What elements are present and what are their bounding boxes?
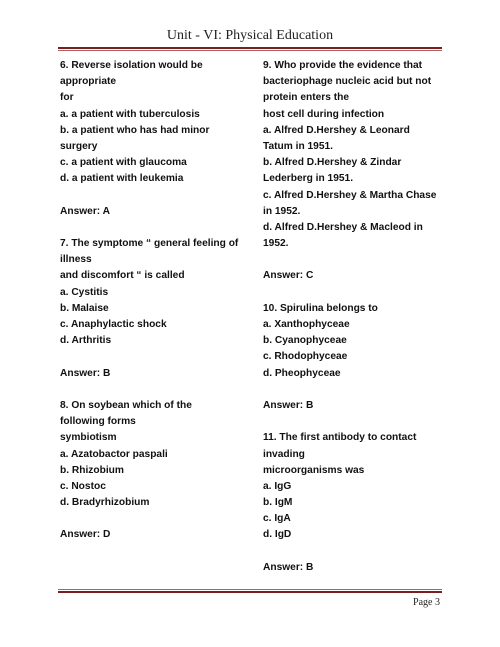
question-text-line: in 1952. <box>263 205 301 217</box>
blank-line <box>60 382 250 398</box>
question-text-line: 8. On soybean which of the <box>60 399 192 411</box>
question-text-line: host cell during infection <box>263 108 385 120</box>
question-text-line: 1952. <box>263 238 289 250</box>
question-text-line: c. Nostoc <box>60 480 106 492</box>
question-text-line: c. Anaphylactic shock <box>60 319 167 330</box>
blank-line <box>263 285 448 301</box>
question-text-line: b. IgM <box>263 497 293 509</box>
question-text-line: appropriate <box>60 76 117 88</box>
question-text-line: microorganisms was <box>263 464 365 476</box>
question-text-line: 7. The symptome “ general feeling of <box>60 238 239 250</box>
question-text-line: d. Pheophyceae <box>263 367 341 379</box>
question-text-line: c. a patient with glaucoma <box>60 157 187 169</box>
question-text-line: symbiotism <box>60 432 117 444</box>
blank-line <box>263 544 448 560</box>
right-column <box>263 58 448 576</box>
answer-line: Answer: A <box>60 205 111 217</box>
footer-rule-thin <box>58 589 442 590</box>
page-number: Page 3 <box>413 597 440 608</box>
question-text-line: d. IgD <box>263 529 292 541</box>
question-text-line: surgery <box>60 140 98 152</box>
question-text-line: and discomfort “ is called <box>60 270 185 282</box>
question-text-line: a. Azatobactor paspali <box>60 448 168 460</box>
question-text-line: 10. Spirulina belongs to <box>263 302 378 314</box>
question-text-line: c. IgA <box>263 513 291 525</box>
question-text-line: 9. Who provide the evidence that <box>263 60 423 71</box>
question-text-line: Lederberg in 1951. <box>263 173 354 185</box>
answer-line: Answer: B <box>60 367 111 379</box>
answer-line: Answer: D <box>60 529 111 541</box>
question-text-line: b. a patient who has had minor <box>60 124 210 136</box>
blank-line <box>263 252 448 268</box>
footer-rule-thick <box>58 591 442 593</box>
question-text-line: d. Bradyrhizobium <box>60 497 150 509</box>
question-text-line: b. Alfred D.Hershey & Zindar <box>263 157 402 169</box>
question-text-line: d. Alfred D.Hershey & Macleod in <box>263 221 423 233</box>
question-text-line: a. a patient with tuberculosis <box>60 108 200 120</box>
question-text-line: Tatum in 1951. <box>263 140 334 152</box>
question-text-line: 11. The first antibody to contact <box>263 432 417 444</box>
question-text-line: c. Rhodophyceae <box>263 351 348 363</box>
blank-line <box>60 188 250 204</box>
blank-line <box>60 511 250 527</box>
header-rule-thick <box>58 47 442 49</box>
left-column <box>60 58 250 544</box>
blank-line <box>60 349 250 365</box>
question-text-line: b. Malaise <box>60 302 109 314</box>
answer-line: Answer: C <box>263 270 314 282</box>
blank-line <box>60 220 250 236</box>
question-text-line: illness <box>60 254 92 266</box>
answer-line: Answer: B <box>263 561 314 573</box>
question-text-line: d. a patient with leukemia <box>60 173 184 185</box>
question-text-line: following forms <box>60 416 136 428</box>
question-text-line: a. Cystitis <box>60 286 109 298</box>
question-text-line: a. Xanthophyceae <box>263 319 350 330</box>
blank-line <box>263 382 448 398</box>
question-text-line: a. Alfred D.Hershey & Leonard <box>263 124 410 136</box>
header-rule-thin <box>58 50 442 51</box>
question-text-line: c. Alfred D.Hershey & Martha Chase <box>263 189 437 201</box>
question-text-line: b. Cyanophyceae <box>263 335 347 347</box>
question-text-line: bacteriophage nucleic acid but not <box>263 76 432 88</box>
question-text-line: b. Rhizobium <box>60 464 124 476</box>
question-text-line: d. Arthritis <box>60 335 112 347</box>
question-text-line: protein enters the <box>263 92 350 104</box>
question-text-line: for <box>60 92 74 104</box>
blank-line <box>263 414 448 430</box>
page-header-title: Unit - VI: Physical Education <box>166 28 334 43</box>
answer-line: Answer: B <box>263 399 314 411</box>
question-text-line: a. IgG <box>263 480 292 492</box>
question-text-line: invading <box>263 448 305 460</box>
question-text-line: 6. Reverse isolation would be <box>60 60 203 71</box>
